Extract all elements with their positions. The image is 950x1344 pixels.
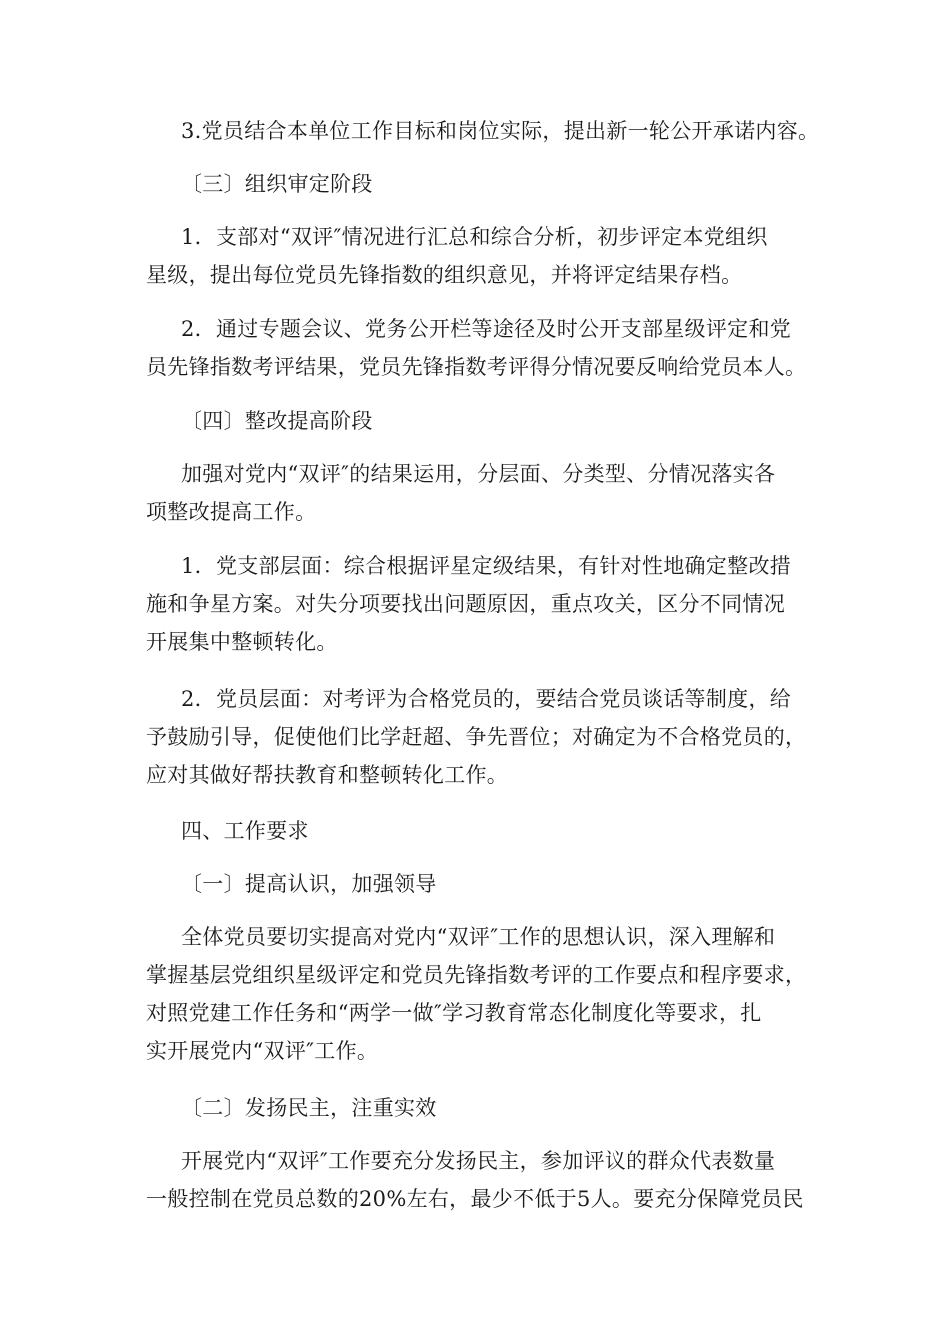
text-line: 〔一〕提高认识，加强领导 bbox=[181, 872, 437, 896]
paragraph-public-results bbox=[146, 310, 818, 386]
paragraph-branch-level bbox=[146, 547, 818, 661]
text-line: 一般控制在党员总数的20%左右，最少不低于5人。要充分保障党员民 bbox=[146, 1187, 804, 1211]
text-line: 开展集中整顿转化。 bbox=[146, 630, 338, 654]
paragraph-result-application bbox=[146, 455, 818, 531]
text-line: 2．通过专题会议、党务公开栏等途径及时公开支部星级评定和党 bbox=[181, 317, 792, 341]
paragraph-commitment bbox=[146, 112, 818, 150]
text-line: 四、工作要求 bbox=[181, 819, 309, 843]
text-line: 施和争星方案。对失分项要找出问题原因，重点攻关，区分不同情况 bbox=[146, 592, 785, 616]
subheading-raise-awareness bbox=[146, 865, 818, 903]
text-line: 加强对党内“双评″的结果运用，分层面、分类型、分情况落实各 bbox=[181, 462, 776, 486]
text-line: 予鼓励引导，促使他们比学赶超、争先晋位；对确定为不合格党员的， bbox=[146, 725, 807, 749]
section-heading-review-stage bbox=[146, 165, 818, 203]
text-line: 对照党建工作任务和“两学一做″学习教育常态化制度化等要求，扎 bbox=[146, 1001, 762, 1025]
text-line: 应对其做好帮扶教育和整顿转化工作。 bbox=[146, 763, 509, 787]
paragraph-member-level bbox=[146, 680, 818, 794]
text-line: 掌握基层党组织星级评定和党员先锋指数考评的工作要点和程序要求， bbox=[146, 963, 807, 987]
text-line: 实开展党内“双评″工作。 bbox=[146, 1039, 379, 1063]
text-line: 〔四〕整改提高阶段 bbox=[181, 409, 373, 433]
text-line: 〔三〕组织审定阶段 bbox=[181, 172, 373, 196]
section-heading-work-requirements bbox=[146, 812, 818, 850]
paragraph-branch-summary bbox=[146, 218, 818, 294]
section-heading-rectification-stage bbox=[146, 402, 818, 440]
subheading-promote-democracy bbox=[146, 1089, 818, 1127]
text-line: 开展党内“双评″工作要充分发扬民主，参加评议的群众代表数量 bbox=[181, 1149, 776, 1173]
text-line: 星级，提出每位党员先锋指数的组织意见，并将评定结果存档。 bbox=[146, 263, 743, 287]
text-line: 全体党员要切实提高对党内“双评″工作的思想认识，深入理解和 bbox=[181, 925, 776, 949]
text-line: 1．党支部层面：综合根据评星定级结果，有针对性地确定整改措 bbox=[181, 554, 792, 578]
text-line: 2．党员层面：对考评为合格党员的，要结合党员谈话等制度，给 bbox=[181, 687, 792, 711]
text-line: 1．支部对“双评″情况进行汇总和综合分析，初步评定本党组织 bbox=[181, 225, 768, 249]
text-line: 项整改提高工作。 bbox=[146, 500, 317, 524]
paragraph-democracy bbox=[146, 1142, 818, 1218]
text-line: 3.党员结合本单位工作目标和岗位实际，提出新一轮公开承诺内容。 bbox=[181, 119, 820, 143]
text-line: 员先锋指数考评结果，党员先锋指数考评得分情况要反响给党员本人。 bbox=[146, 355, 807, 379]
text-line: 〔二〕发扬民主，注重实效 bbox=[181, 1096, 437, 1120]
paragraph-all-members bbox=[146, 918, 818, 1070]
